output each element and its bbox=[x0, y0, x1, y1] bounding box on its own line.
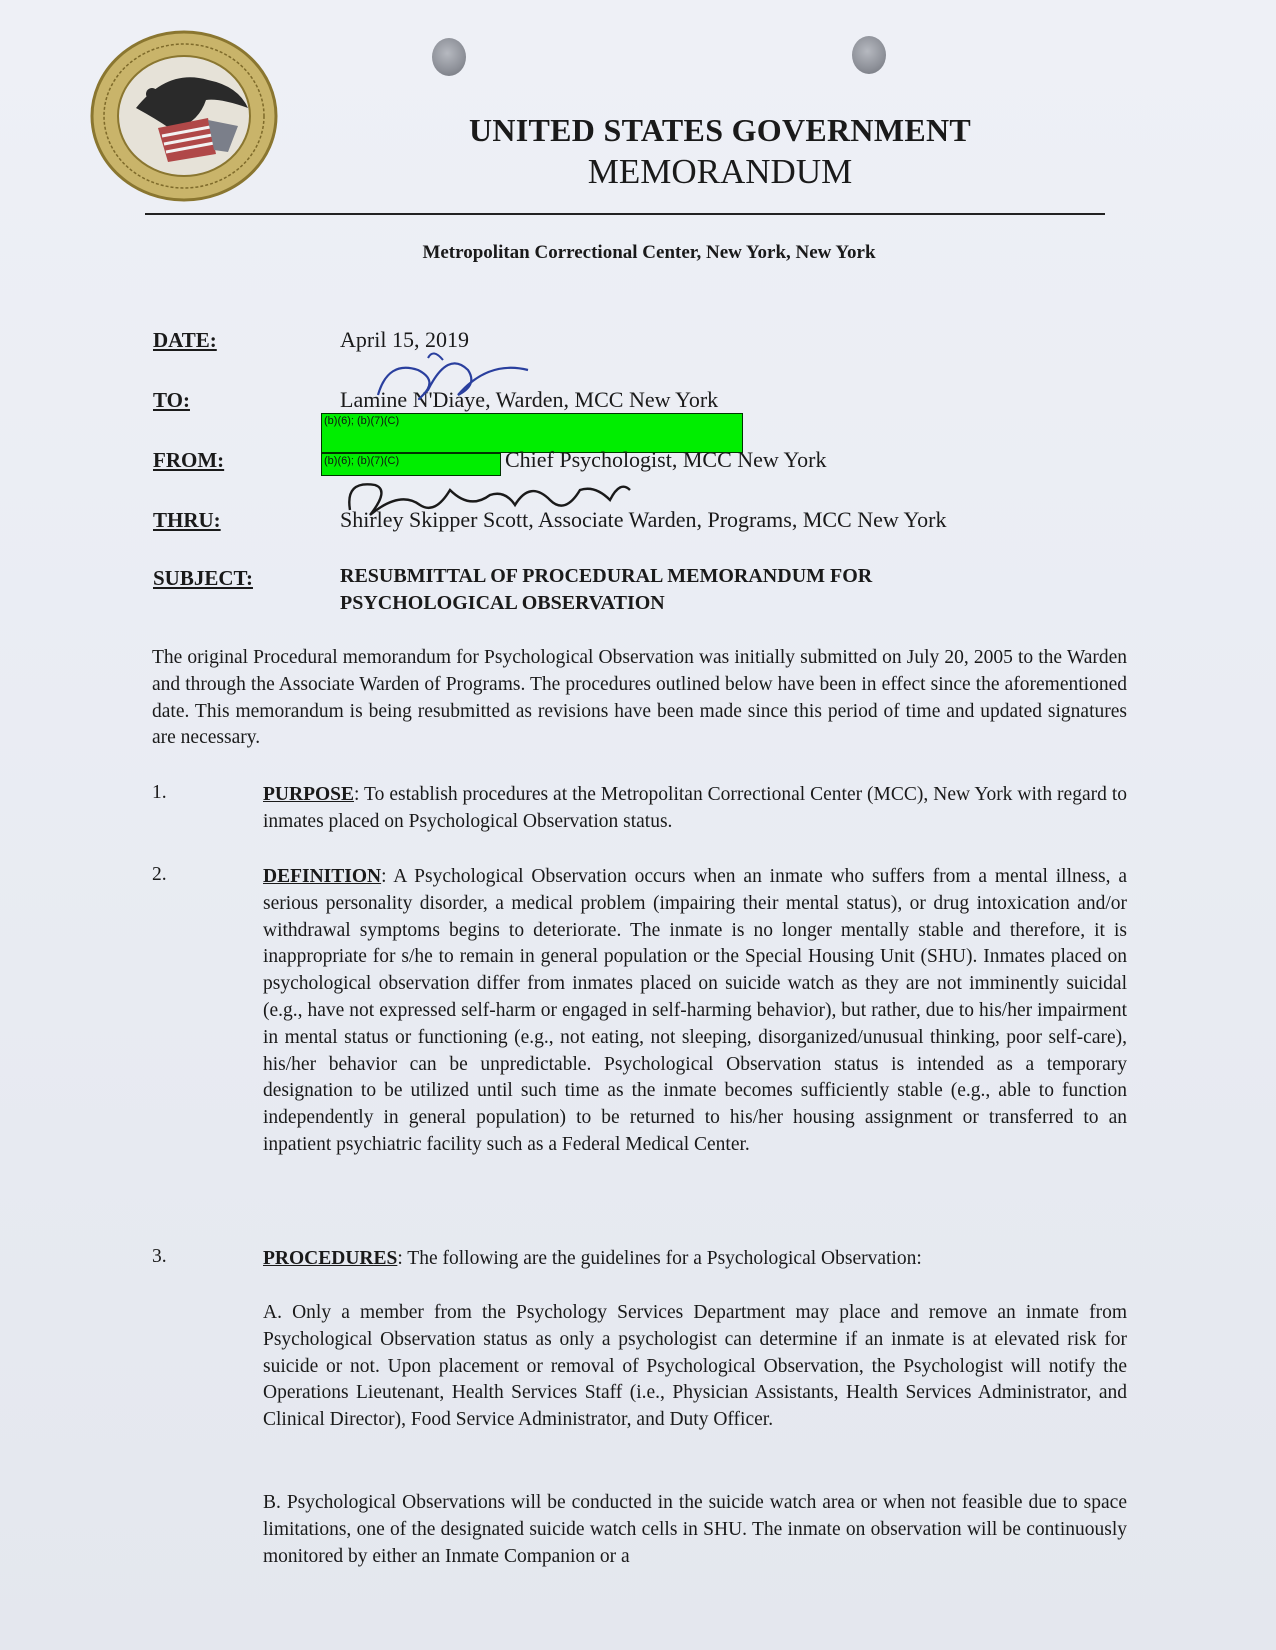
date-label: DATE: bbox=[153, 328, 217, 352]
from-value: Chief Psychologist, MCC New York bbox=[505, 447, 827, 472]
procedures-number: 3. bbox=[152, 1246, 167, 1267]
purpose-text: : To establish procedures at the Metropolitan Correctional Center (MCC), New York with regard to inmates placed on Psychological Observation status. bbox=[263, 784, 1127, 832]
punch-hole-right bbox=[852, 36, 886, 74]
purpose-number: 1. bbox=[152, 782, 167, 803]
purpose-section bbox=[263, 782, 1127, 836]
definition-heading: DEFINITION bbox=[263, 866, 382, 887]
intro-paragraph: The original Procedural memorandum for Psychological Observation was initially submitted on July 20, 2005 to the Warden and through the Associate Warden of Programs. The procedures outlined below have been in effect since the aforementioned date. This memorandum is being resubmitted as revisions have been made since this period of time and updated signatures are necessary. bbox=[152, 647, 1127, 749]
subject-value bbox=[340, 563, 1040, 617]
definition-number: 2. bbox=[152, 864, 167, 885]
department-seal-icon bbox=[88, 28, 280, 204]
government-title: UNITED STATES GOVERNMENT bbox=[468, 112, 972, 148]
warden-initials-signature bbox=[368, 340, 538, 410]
subject-line-1: RESUBMITTAL OF PROCEDURAL MEMORANDUM FOR bbox=[340, 565, 873, 587]
redaction-box-from: (b)(6); (b)(7)(C) bbox=[321, 453, 501, 476]
punch-hole-left bbox=[432, 38, 466, 76]
procedures-text: : The following are the guidelines for a Psychological Observation: bbox=[397, 1248, 922, 1269]
memorandum-title: MEMORANDUM bbox=[587, 152, 853, 191]
definition-text: : A Psychological Observation occurs when an inmate who suffers from a mental illness, a serious personality disorder, a medical problem (impairing their mental status), or drug intoxication and/or withdrawal symptoms begins to deteriorate. The inmate is no longer mentally stable and therefore, it is inappropriate for s/he to remain in general population or the Special Housing Unit (SHU). Inmates placed on psychological observation differ from inmates placed on suicide watch as they are not imminently suicidal (e.g., have not expressed self-harm or engaged in self-harming behavior), but rather, due to his/her impairment in mental status or functioning (e.g., not eating, not sleeping, disorganized/unusual thinking, poor self-care), his/her behavior can be unpredictable. Psychological Observation status is intended as a temporary designation to be utilized until such time as the inmate becomes sufficiently stable (e.g., able to function independently in general population) to be returned to his/her housing assignment or transferred to an inpatient psychiatric facility such as a Federal Medical Center. bbox=[263, 866, 1127, 1155]
to-value: Lamine N'Diaye, Warden, MCC New York bbox=[340, 387, 719, 412]
thru-label: THRU: bbox=[153, 508, 221, 532]
subject-line-2: PSYCHOLOGICAL OBSERVATION bbox=[340, 592, 665, 614]
procedures-heading: PROCEDURES bbox=[263, 1248, 398, 1269]
subject-label: SUBJECT: bbox=[153, 566, 253, 590]
procedures-section bbox=[263, 1246, 1127, 1273]
header-divider bbox=[145, 213, 1105, 215]
from-label: FROM: bbox=[153, 448, 225, 472]
redaction-box-to: (b)(6); (b)(7)(C) bbox=[321, 413, 743, 453]
definition-section bbox=[263, 864, 1127, 1159]
procedure-item-a: A. Only a member from the Psychology Services Department may place and remove an inmate from Psychological Observation status as only a psychologist can determine if an inmate is at elevated risk for suicide or not. Upon placement or removal of Psychological Observation, the Psychologist will notify the Operations Lieutenant, Health Services Staff (i.e., Physician Assistants, Health Services Administrator, and Clinical Director), Food Service Administrator, and Duty Officer. bbox=[263, 1302, 1127, 1431]
purpose-heading: PURPOSE bbox=[263, 784, 355, 805]
date-value: April 15, 2019 bbox=[340, 327, 469, 352]
procedure-item-b: B. Psychological Observations will be conducted in the suicide watch area or when not feasible due to space limitations, one of the designated suicide watch cells in SHU. The inmate on observation will be continuously monitored by either an Inmate Companion or a bbox=[263, 1492, 1127, 1567]
thru-value: Shirley Skipper Scott, Associate Warden, Programs, MCC New York bbox=[340, 507, 947, 532]
to-label: TO: bbox=[153, 388, 190, 412]
facility-name: Metropolitan Correctional Center, New York, New York bbox=[422, 242, 876, 263]
